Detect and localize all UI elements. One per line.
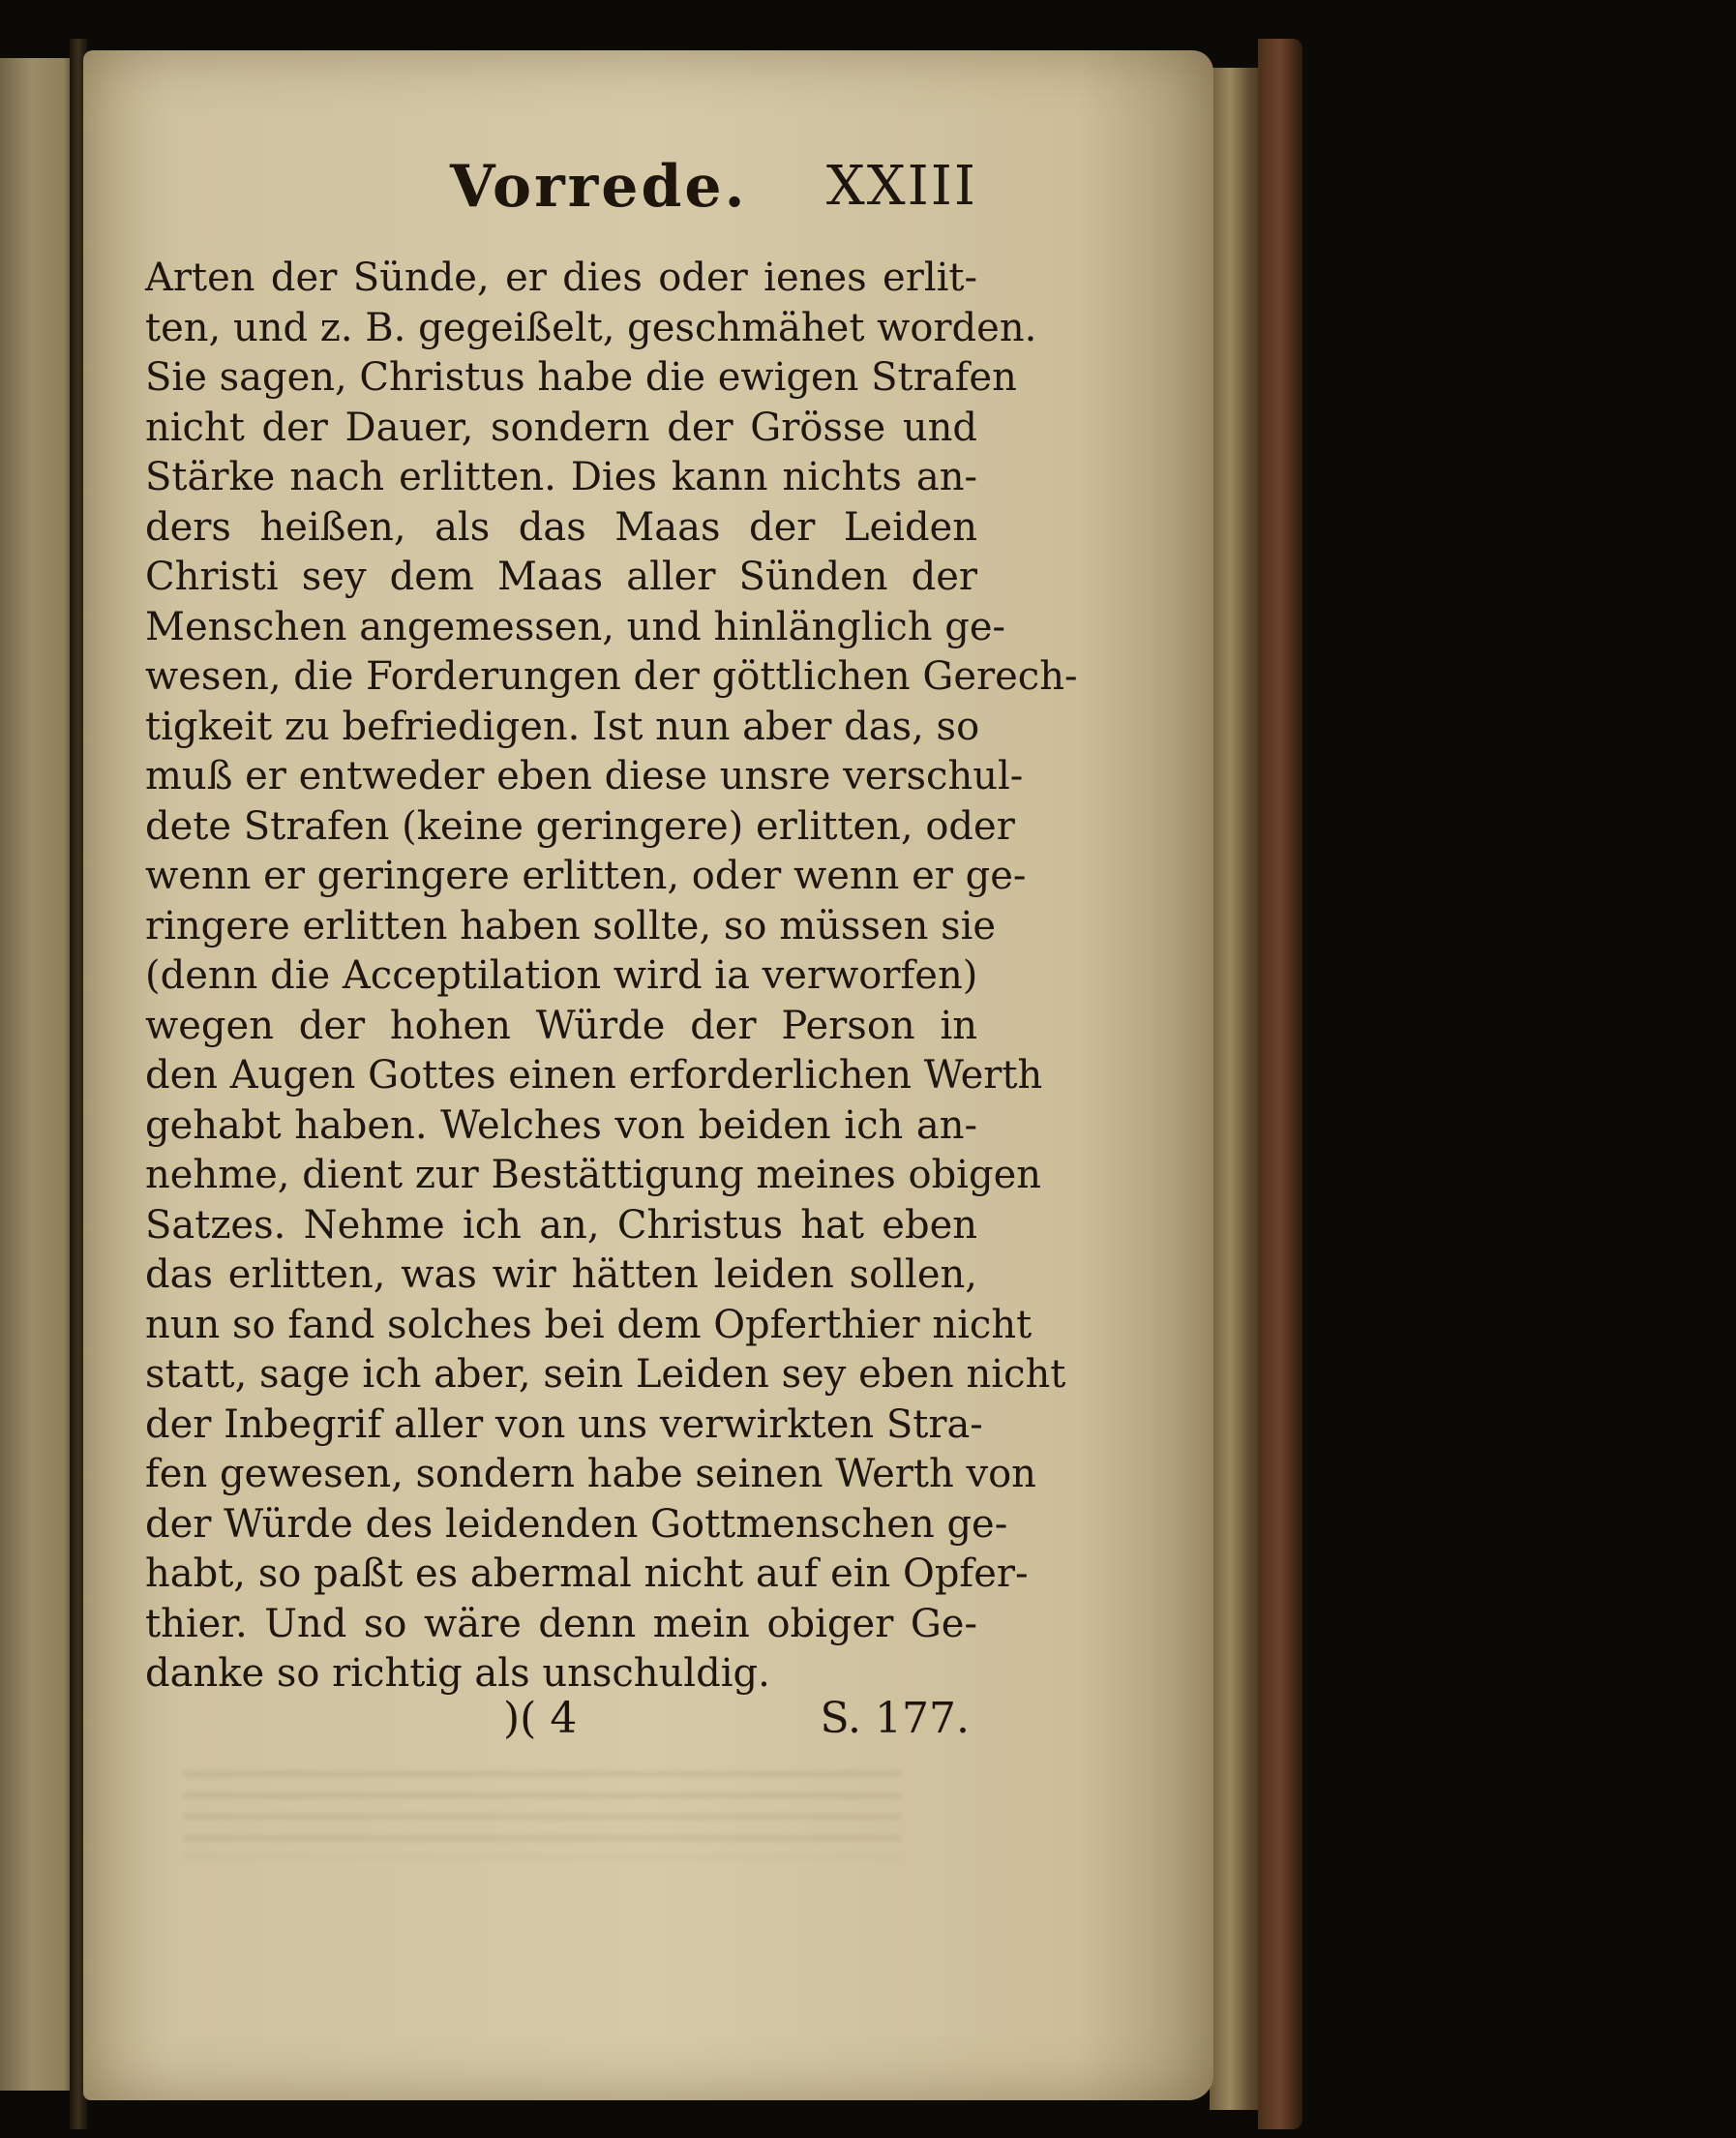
body-text	[145, 254, 1078, 1700]
text-line: Satzes. Nehme ich an, Christus hat eben	[145, 1202, 977, 1248]
text-line: dete Strafen (keine geringere) erlitten, oder	[145, 803, 1015, 849]
text-line: den Augen Gottes einen erforderlichen Werth	[145, 1053, 1043, 1098]
previous-page-edge	[0, 58, 79, 2091]
text-line: habt, so paßt es abermal nicht auf ein Opfer-	[145, 1551, 1029, 1596]
text-line: der Würde des leidenden Gottmenschen ge-	[145, 1501, 1008, 1547]
text-line: Arten der Sünde, er dies oder ienes erlit-	[145, 256, 977, 300]
show-through-text	[184, 1771, 900, 1858]
text-line: Christi sey dem Maas aller Sünden der	[145, 555, 977, 599]
text-line: das erlitten, was wir hätten leiden sollen,	[145, 1252, 977, 1297]
text-line: thier. Und so wäre denn mein obiger Ge-	[145, 1601, 977, 1646]
signature-mark: )( 4	[503, 1694, 578, 1743]
text-line: nun so fand solches bei dem Opferthier nicht	[145, 1302, 1033, 1347]
page-footer	[145, 1694, 977, 1762]
text-line: tigkeit zu befriedigen. Ist nun aber das, so	[145, 704, 980, 749]
text-line: Sie sagen, Christus habe die ewigen Strafen	[145, 355, 1017, 400]
text-line: wegen der hohen Würde der Person in	[145, 1003, 977, 1048]
text-line: ringere erlitten haben sollte, so müssen sie	[145, 903, 997, 949]
book-cover-edge	[1258, 39, 1302, 2129]
text-line: nehme, dient zur Bestättigung meines obigen	[145, 1153, 1042, 1197]
text-line: muß er entweder eben diese unsre verschul-	[145, 754, 1024, 798]
text-line: gehabt haben. Welches von beiden ich an-	[145, 1102, 977, 1148]
text-line: wesen, die Forderungen der göttlichen Gerech-	[145, 654, 1078, 699]
text-line: wenn er geringere erlitten, oder wenn er ge-	[145, 854, 1027, 898]
text-line: danke so richtig als unschuldig.	[145, 1651, 770, 1696]
text-line: ders heißen, als das Maas der Leiden	[145, 504, 977, 550]
running-header	[145, 153, 977, 240]
text-line: fen gewesen, sondern habe seinen Werth von	[145, 1452, 1036, 1496]
text-line: der Inbegrif aller von uns verwirkten Stra-	[145, 1401, 983, 1447]
text-line: Menschen angemessen, und hinlänglich ge-	[145, 604, 1006, 649]
text-line: (denn die Acceptilation wird ia verworfen)	[145, 953, 978, 998]
text-line: nicht der Dauer, sondern der Grösse und	[145, 405, 977, 450]
running-title: Vorrede.	[450, 153, 748, 221]
text-line: Stärke nach erlitten. Dies kann nichts an-	[145, 455, 977, 499]
text-line: ten, und z. B. gegeißelt, geschmähet worden.	[145, 305, 1037, 350]
page-number: XXIII	[825, 155, 977, 218]
catchword: S. 177.	[820, 1694, 970, 1743]
text-line: statt, sage ich aber, sein Leiden sey eben nicht	[145, 1352, 1066, 1397]
